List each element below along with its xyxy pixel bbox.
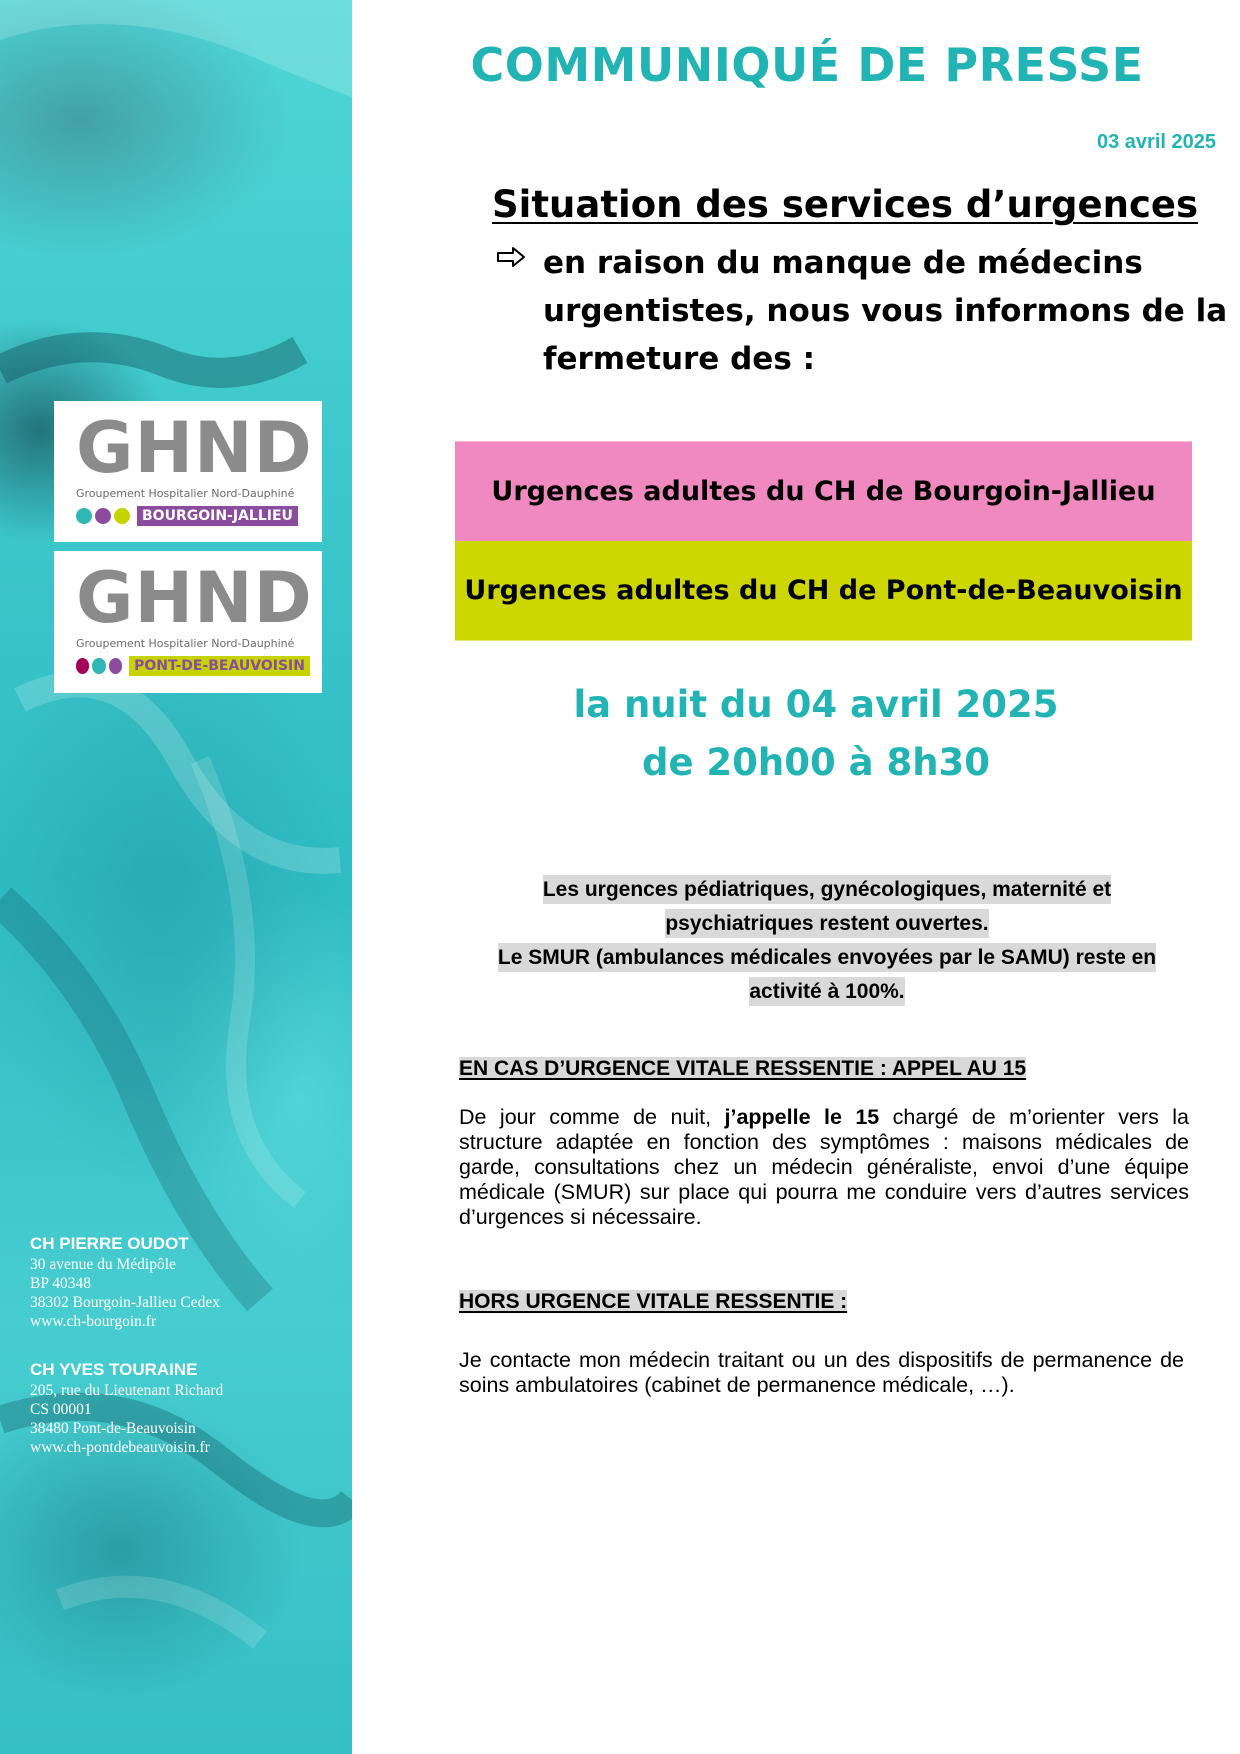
headline: Situation des services d’urgences xyxy=(492,183,1199,226)
notice-line: Les urgences pédiatriques, gynécologiques, maternité et xyxy=(543,875,1111,904)
closure-banner-bourgoin: Urgences adultes du CH de Bourgoin-Jallieu xyxy=(455,441,1192,541)
closure-schedule xyxy=(352,676,1240,792)
address-website: www.ch-pontdebeauvoisin.fr xyxy=(30,1439,210,1456)
logo-site-badge: PONT-DE-BEAUVOISIN xyxy=(129,656,310,676)
main-content xyxy=(352,0,1240,1754)
release-date: 03 avril 2025 xyxy=(1097,131,1216,153)
logo-ghnd-pont-de-beauvoisin xyxy=(54,551,322,693)
address-ch-yves-touraine xyxy=(30,1359,223,1457)
section-title-non-vital: HORS URGENCE VITALE RESSENTIE : xyxy=(459,1290,848,1313)
closure-banner-pont-de-beauvoisin: Urgences adultes du CH de Pont-de-Beauvoisin xyxy=(455,541,1192,641)
subheadline: en raison du manque de médecins urgentistes, nous vous informons de la fermeture des : xyxy=(543,245,1228,377)
emphasis-call-15: j’appelle le 15 xyxy=(724,1105,880,1129)
notice-line: Le SMUR (ambulances médicales envoyées par le SAMU) reste en xyxy=(498,943,1156,972)
logo-dot-icon xyxy=(76,508,92,524)
address-line: BP 40348 xyxy=(30,1275,92,1292)
logo-site-badge: BOURGOIN-JALLIEU xyxy=(137,506,298,526)
surgeon-photo xyxy=(0,0,352,1754)
logo-dot-icon xyxy=(109,658,122,674)
arrow-right-icon xyxy=(497,247,525,267)
logo-tagline: Groupement Hospitalier Nord-Dauphiné xyxy=(76,487,295,500)
section-title-vital-emergency: EN CAS D’URGENCE VITALE RESSENTIE : APPEL AU 15 xyxy=(459,1057,1027,1080)
address-line: 30 avenue du Médipôle xyxy=(30,1256,176,1273)
schedule-date: la nuit du 04 avril 2025 xyxy=(573,683,1059,726)
logo-tagline: Groupement Hospitalier Nord-Dauphiné xyxy=(76,637,295,650)
logo-dot-icon xyxy=(92,658,105,674)
logo-ghnd-bourgoin xyxy=(54,401,322,542)
address-ch-pierre-oudot xyxy=(30,1233,220,1331)
logo-wordmark: GHND xyxy=(76,407,313,489)
logo-dot-icon xyxy=(114,508,130,524)
services-notice xyxy=(462,873,1192,1009)
section-text-non-vital: Je contacte mon médecin traitant ou un des dispositifs de permanence de soins ambulatoires (cabinet de permanence médicale, …). xyxy=(459,1348,1184,1397)
notice-line: activité à 100%. xyxy=(749,977,904,1006)
address-website: www.ch-bourgoin.fr xyxy=(30,1313,157,1330)
logo-dot-icon xyxy=(76,658,89,674)
notice-line: psychiatriques restent ouvertes. xyxy=(665,909,988,938)
schedule-hours: de 20h00 à 8h30 xyxy=(641,741,991,784)
press-release-title: COMMUNIQUÉ DE PRESSE xyxy=(470,38,1144,92)
side-photo-panel xyxy=(0,0,352,1754)
address-line: 205, rue du Lieutenant Richard xyxy=(30,1382,224,1399)
logo-dot-icon xyxy=(95,508,111,524)
address-name: CH YVES TOURAINE xyxy=(30,1360,198,1379)
section-text-vital-emergency: De jour comme de nuit, j’appelle le 15 chargé de m’orienter vers la structure adaptée en fonction des symptômes : maisons médicales de garde, consultations chez un médecin généraliste, envoi d’une équipe médicale (SMUR) sur place qui pourra me conduire vers d’autres services d’urgences si nécessaire. xyxy=(459,1105,1189,1229)
address-line: 38480 Pont-de-Beauvoisin xyxy=(30,1420,196,1437)
address-name: CH PIERRE OUDOT xyxy=(30,1234,189,1253)
address-line: CS 00001 xyxy=(30,1401,92,1418)
logo-wordmark: GHND xyxy=(76,557,313,639)
address-line: 38302 Bourgoin-Jallieu Cedex xyxy=(30,1294,220,1311)
